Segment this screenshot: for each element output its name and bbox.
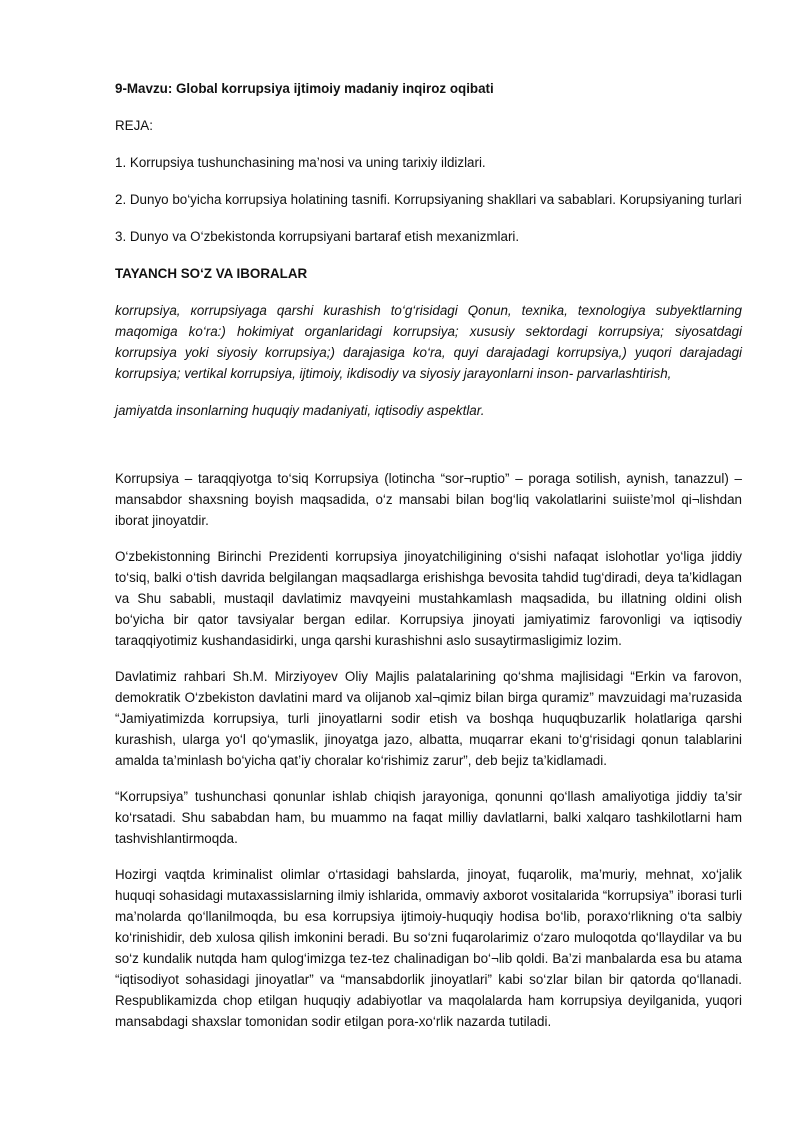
body-paragraph: Davlatimiz rahbari Sh.M. Mirziyoyev Oliy Majlis palatalarining qo‘shma majlisidagi “Erkin va farovon, demokratik O‘zbekiston davlatini mard va olijanob xal¬qimiz bilan birga quramiz” mavzuidagi ma’ruzasida “Jamiyatimizda korrupsiya, turli jinoyatlarni sodir etish va boshqa huquqbuzarlik holatlariga qarshi kurashish, ularga yo‘l qo‘ymaslik, jinoyatga jazo, albatta, muqarrar ekani to‘g‘risidagi qonun talablarini amalda ta’minlash bo‘yicha qat’iy choralar ko‘rishimiz zarur”, deb bejiz ta’kidlamadi.	[115, 669, 742, 768]
body-paragraph: “Korrupsiya” tushunchasi qonunlar ishlab chiqish jarayoniga, qonunni qo‘llash amaliyotiga jiddiy ta’sir ko‘rsatadi. Shu sababdan ham, bu muammo na faqat milliy davlatlarni, balki xalqaro tashkilotlarni ham tashvishlantirmoqda.	[115, 789, 742, 846]
body-paragraph: O‘zbekistonning Birinchi Prezidenti korrupsiya jinoyatchiligining o‘sishi nafaqat islohotlar yo‘liga jiddiy to‘siq, balki o‘tish davrida belgilangan maqsadlarga erishishga bevosita tahdid tug‘diradi, deya ta’kidlagan va Shu sababli, mustaqil davlatimiz mavqyeini mustahkamlash maqsadida, bu illatning oldini olish bo‘yicha bir qator tavsiyalar bergan edilar. Korrupsiya jinoyati jamiyatimiz farovonligi va iqtisodiy taraqqiyotimiz kushandasidirki, unga qarshi kurashishni aslo susaytirmasligimiz lozim.	[115, 549, 742, 648]
plan-heading: REJA:	[115, 118, 153, 133]
body-paragraph: Korrupsiya – taraqqiyotga to‘siq Korrupsiya (lotincha “sor¬ruptio” – poraga sotilish, aynish, tanazzul) – mansabdor shaxsning boyish maqsadida, o‘z mansabi bilan bog‘liq vakolatlarini suiiste’mol qi¬lishdan iborat jinoyatdir.	[115, 471, 742, 528]
plan-item: 2. Dunyo bo‘yicha korrupsiya holatining tasnifi. Korrupsiyaning shakllari va sabablari. Korupsiyaning turlari	[115, 192, 742, 207]
keywords-heading: TAYANCH SO‘Z VA IBORALAR	[115, 266, 308, 281]
keywords-text-continued: jamiyatda insonlarning huquqiy madaniyati, iqtisodiy aspektlar.	[115, 403, 485, 418]
document-title: 9-Mavzu: Global korrupsiya ijtimoiy madaniy inqiroz oqibati	[115, 81, 494, 96]
body-paragraph: Hozirgi vaqtda kriminalist olimlar o‘rtasidagi bahslarda, jinoyat, fuqarolik, ma’muriy, mehnat, xo‘jalik huquqi sohasidagi mutaxassislarning ilmiy ishlarida, ommaviy axborot vositalarida “korrupsiya” iborasi turli ma’nolarda qo‘llanilmoqda, bu esa korrupsiya ijtimoiy-huquqiy hodisa bo‘lib, poraxo‘rlikning o‘ta salbiy ko‘rinishidir, deb xulosa qilish imkonini beradi. Bu so‘zni fuqarolarimiz o‘zaro muloqotda qo‘llaydilar va bu so‘z kundalik nutqda ham qulog‘imizga tez-tez chalinadigan bo‘¬lib qoldi. Ba’zi manbalarda esa bu atama “iqtisodiyot sohasidagi jinoyatlar” va “mansabdorlik jinoyatlari” kabi so‘zlar bilan bir qatorda qo‘llanadi. Respublikamizda chop etilgan huquqiy adabiyotlar va maqolalarda ham korrupsiya deyilganida, yuqori mansabdagi shaxslar tomonidan sodir etilgan pora-xo‘rlik nazarda tutiladi.	[115, 867, 742, 1029]
keywords-text: korrupsiya, кorrupsiyaga qarshi kurashish to‘g‘risidagi Qonun, texnika, texnologiya subyektlarning maqomiga ko‘ra:) hokimiyat organlaridagi korrupsiya; xususiy sektordagi korrupsiya; siyosatdagi korrupsiya yoki siyosiy korrupsiya;) darajasiga ko‘ra, quyi darajadagi korrupsiya,) yuqori darajadagi korrupsiya; vertikal korrupsiya, ijtimoiy, ikdisodiy va siyosiy jarayonlarni inson- parvarlashtirish,	[115, 303, 742, 381]
plan-item: 1. Korrupsiya tushunchasining ma’nosi va uning tarixiy ildizlari.	[115, 155, 486, 170]
document-page	[115, 78, 742, 1047]
plan-item: 3. Dunyo va O‘zbekistonda korrupsiyani bartaraf etish mexanizmlari.	[115, 229, 520, 244]
